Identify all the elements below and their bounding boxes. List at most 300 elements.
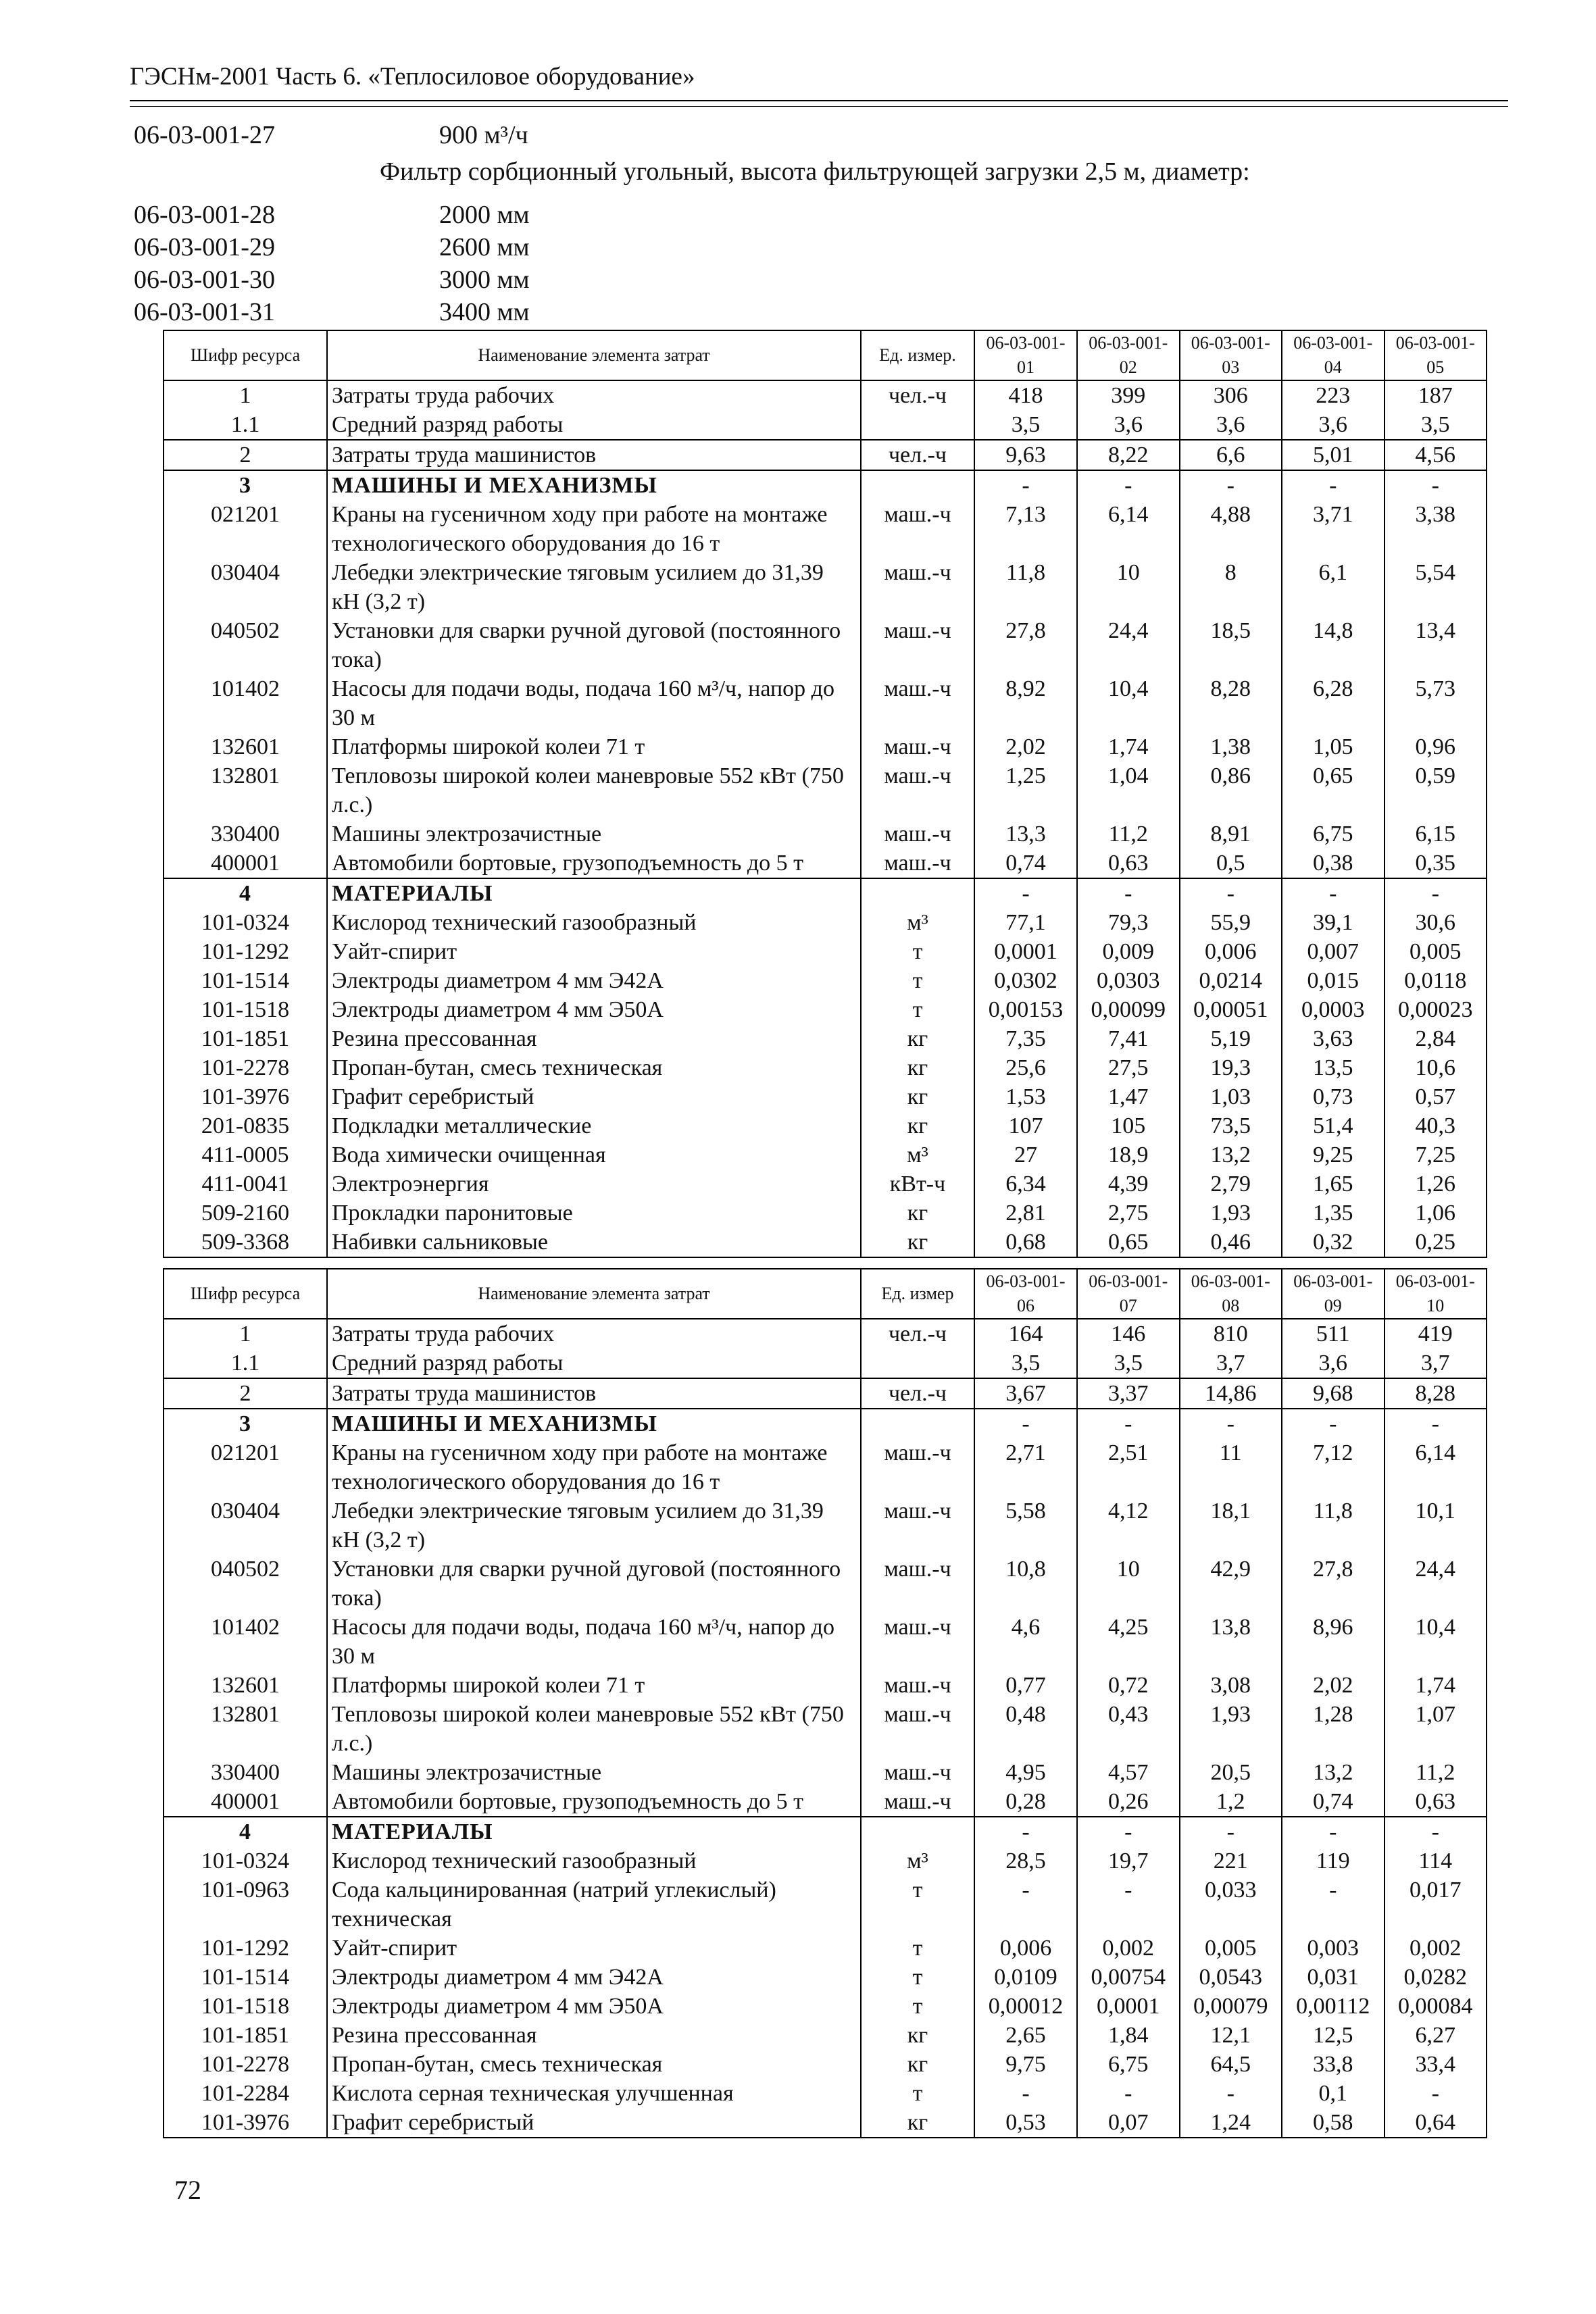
row-value: - [1077,2079,1180,2108]
row-value: 8,96 [1282,1613,1385,1671]
table-row [164,1319,1487,1349]
row-value: 6,1 [1282,558,1385,616]
row-value: 4,39 [1077,1169,1180,1199]
row-value: 2,79 [1180,1169,1282,1199]
row-value: 0,48 [974,1700,1077,1758]
row-value: - [974,1409,1077,1438]
header-column: 06-03-​001-07 [1077,1269,1180,1319]
row-value: 18,5 [1180,616,1282,674]
row-name: Уайт-спирит [327,1934,861,1963]
row-value: 0,57 [1385,1082,1487,1111]
row-code: 132801 [164,761,327,820]
row-value: 24,4 [1385,1555,1487,1613]
table-row [164,1409,1487,1438]
row-value: 0,0543 [1180,1963,1282,1992]
row-value: 0,73 [1282,1082,1385,1111]
row-value: 0,28 [974,1787,1077,1817]
row-value: 7,13 [974,500,1077,558]
row-value: 1,74 [1385,1671,1487,1700]
row-value: 8,28 [1180,674,1282,732]
row-value: 30,6 [1385,908,1487,937]
row-value: 9,68 [1282,1378,1385,1409]
row-code: 132601 [164,732,327,761]
row-value: 2,65 [974,2021,1077,2050]
row-value: 12,1 [1180,2021,1282,2050]
row-code: 201-0835 [164,1111,327,1140]
row-value: 8,91 [1180,820,1282,849]
row-value: 13,3 [974,820,1077,849]
row-value: - [1077,1876,1180,1934]
row-value: 7,25 [1385,1140,1487,1169]
row-name: Установки для сварки ручной дуговой (постоянного тока) [327,1555,861,1613]
row-code: 101-1514 [164,966,327,995]
row-value: 810 [1180,1319,1282,1349]
row-code: 132801 [164,1700,327,1758]
row-unit: маш.-ч [861,616,974,674]
row-value: 0,002 [1385,1934,1487,1963]
row-unit: т [861,1992,974,2021]
row-value: 0,59 [1385,761,1487,820]
table-row [164,937,1487,966]
table-row [164,1817,1487,1846]
row-name: Прокладки паронитовые [327,1199,861,1228]
row-value: 5,58 [974,1496,1077,1555]
row-value: 8 [1180,558,1282,616]
row-code: 411-0005 [164,1140,327,1169]
row-value: 146 [1077,1319,1180,1349]
row-name: Электроды диаметром 4 мм Э50А [327,995,861,1024]
row-value: 1,04 [1077,761,1180,820]
table-row [164,674,1487,732]
row-value: 14,86 [1180,1378,1282,1409]
row-unit: кг [861,2021,974,2050]
row-value: 221 [1180,1846,1282,1876]
row-value: 0,00051 [1180,995,1282,1024]
row-value: 0,017 [1385,1876,1487,1934]
top-code: 06-03-001-29 [134,233,275,261]
row-value: 14,8 [1282,616,1385,674]
row-value: 4,56 [1385,440,1487,470]
table-row [164,410,1487,440]
row-value: 5,73 [1385,674,1487,732]
header-column: 06-03-​001-04 [1282,330,1385,380]
row-value: 3,6 [1282,410,1385,440]
table-row [164,500,1487,558]
table-row [164,732,1487,761]
row-code: 101-0324 [164,1846,327,1876]
row-value: 0,00079 [1180,1992,1282,2021]
row-value: 2,71 [974,1438,1077,1496]
row-name: Пропан-бутан, смесь техническая [327,1053,861,1082]
row-code: 509-2160 [164,1199,327,1228]
row-value: 9,63 [974,440,1077,470]
row-value: 28,5 [974,1846,1077,1876]
row-value: - [1282,470,1385,500]
row-unit: маш.-ч [861,761,974,820]
row-name: Кислота серная техническая улучшенная [327,2079,861,2108]
row-unit: т [861,1876,974,1934]
row-name: МАШИНЫ И МЕХАНИЗМЫ [327,470,861,500]
row-code: 021201 [164,500,327,558]
row-value: 1,84 [1077,2021,1180,2050]
row-unit: маш.-ч [861,1700,974,1758]
row-value: - [1385,1409,1487,1438]
row-value: 10,6 [1385,1053,1487,1082]
row-value: 3,6 [1282,1349,1385,1378]
table-row [164,995,1487,1024]
row-value: 0,00023 [1385,995,1487,1024]
row-value: 1,74 [1077,732,1180,761]
row-unit: кВт-ч [861,1169,974,1199]
row-value: - [1077,878,1180,908]
row-code: 2 [164,440,327,470]
row-code: 101-1292 [164,1934,327,1963]
row-value: 0,00112 [1282,1992,1385,2021]
table-row [164,908,1487,937]
row-value: 0,35 [1385,849,1487,878]
row-value: 0,00012 [974,1992,1077,2021]
row-value: 10,8 [974,1555,1077,1613]
row-value: 3,71 [1282,500,1385,558]
row-value: - [1180,470,1282,500]
header-rule [130,100,1508,101]
row-unit: т [861,995,974,1024]
row-code: 101-0324 [164,908,327,937]
row-value: 51,4 [1282,1111,1385,1140]
row-value: 3,5 [974,1349,1077,1378]
row-value: 2,84 [1385,1024,1487,1053]
row-value: 77,1 [974,908,1077,937]
row-value: 0,65 [1077,1228,1180,1257]
row-value: 24,4 [1077,616,1180,674]
row-value: 3,7 [1385,1349,1487,1378]
row-unit: маш.-ч [861,1555,974,1613]
row-value: 0,005 [1180,1934,1282,1963]
row-value: 511 [1282,1319,1385,1349]
row-unit: т [861,1963,974,1992]
row-value: 0,64 [1385,2108,1487,2138]
row-value: 0,63 [1077,849,1180,878]
row-value: 399 [1077,380,1180,410]
row-value: 6,27 [1385,2021,1487,2050]
row-value: 6,6 [1180,440,1282,470]
row-value: - [1385,1817,1487,1846]
row-value: 3,6 [1077,410,1180,440]
row-name: Электроды диаметром 4 мм Э50А [327,1992,861,2021]
table-row [164,380,1487,410]
row-code: 330400 [164,820,327,849]
row-value: 9,25 [1282,1140,1385,1169]
row-value: 42,9 [1180,1555,1282,1613]
row-name: МАТЕРИАЛЫ [327,1817,861,1846]
row-unit: чел.-ч [861,1378,974,1409]
row-code: 030404 [164,558,327,616]
row-name: Набивки сальниковые [327,1228,861,1257]
row-value: 8,92 [974,674,1077,732]
top-code: 06-03-001-28 [134,201,275,229]
row-code: 509-3368 [164,1228,327,1257]
row-value: 73,5 [1180,1111,1282,1140]
row-name: МАТЕРИАЛЫ [327,878,861,908]
row-value: 1,07 [1385,1700,1487,1758]
row-unit: маш.-ч [861,1671,974,1700]
table-row [164,1876,1487,1934]
row-unit: маш.-ч [861,674,974,732]
row-name: Лебедки электрические тяговым усилием до 31,39 кН (3,2 т) [327,1496,861,1555]
row-value: 0,009 [1077,937,1180,966]
row-name: Краны на гусеничном ходу при работе на монтаже технологического оборудования до 16 т [327,1438,861,1496]
table-row [164,1613,1487,1671]
row-unit [861,470,974,500]
row-code: 040502 [164,616,327,674]
row-unit: т [861,2079,974,2108]
running-header: ГЭСНм-2001 Часть 6. «Теплосиловое оборудование» [130,63,695,91]
row-value: 27 [974,1140,1077,1169]
row-code: 1 [164,1319,327,1349]
row-value: 0,031 [1282,1963,1385,1992]
row-value: 33,8 [1282,2050,1385,2079]
row-value: - [974,878,1077,908]
row-unit: маш.-ч [861,1613,974,1671]
row-name: Кислород технический газообразный [327,908,861,937]
row-unit: маш.-ч [861,1496,974,1555]
row-value: 3,5 [974,410,1077,440]
row-unit: маш.-ч [861,849,974,878]
row-unit [861,1817,974,1846]
row-value: 0,0118 [1385,966,1487,995]
row-value: 306 [1180,380,1282,410]
row-value: 20,5 [1180,1758,1282,1787]
row-value: 2,75 [1077,1199,1180,1228]
row-code: 101-0963 [164,1876,327,1934]
row-value: 1,05 [1282,732,1385,761]
row-code: 132601 [164,1671,327,1700]
row-unit: кг [861,1082,974,1111]
table-header [164,1269,1487,1319]
header-rule-thin [130,106,1508,107]
row-unit: маш.-ч [861,820,974,849]
row-code: 1.1 [164,410,327,440]
row-value: 27,8 [1282,1555,1385,1613]
row-unit: маш.-ч [861,1758,974,1787]
resource-table-2 [163,1268,1487,2138]
row-value: 3,67 [974,1378,1077,1409]
row-value: 25,6 [974,1053,1077,1082]
row-code: 040502 [164,1555,327,1613]
row-name: Автомобили бортовые, грузоподъемность до 5 т [327,1787,861,1817]
row-value: 164 [974,1319,1077,1349]
row-code: 400001 [164,849,327,878]
row-code: 021201 [164,1438,327,1496]
row-value: 6,15 [1385,820,1487,849]
table-row [164,1555,1487,1613]
table-row [164,558,1487,616]
row-value: 0,0214 [1180,966,1282,995]
row-value: 0,26 [1077,1787,1180,1817]
row-value: 39,1 [1282,908,1385,937]
row-name: Лебедки электрические тяговым усилием до 31,39 кН (3,2 т) [327,558,861,616]
row-value: 10,1 [1385,1496,1487,1555]
row-value: - [1282,1876,1385,1934]
row-value: 7,41 [1077,1024,1180,1053]
row-value: 3,7 [1180,1349,1282,1378]
row-name: Установки для сварки ручной дуговой (постоянного тока) [327,616,861,674]
row-code: 3 [164,470,327,500]
row-name: Автомобили бортовые, грузоподъемность до 5 т [327,849,861,878]
header-column: 06-03-​001-09 [1282,1269,1385,1319]
row-value: - [974,1876,1077,1934]
header-column: 06-03-​001-01 [974,330,1077,380]
table-row [164,849,1487,878]
row-value: 1,53 [974,1082,1077,1111]
row-value: 1,38 [1180,732,1282,761]
row-value: - [1180,1409,1282,1438]
row-name: Подкладки металлические [327,1111,861,1140]
row-value: - [1180,878,1282,908]
row-value: 0,46 [1180,1228,1282,1257]
row-value: 0,74 [974,849,1077,878]
row-value: 0,53 [974,2108,1077,2138]
header-unit: Ед. измер. [861,330,974,380]
header-column: 06-03-​001-06 [974,1269,1077,1319]
row-value: 1,35 [1282,1199,1385,1228]
row-code: 101402 [164,674,327,732]
row-value: 2,81 [974,1199,1077,1228]
header-column: 06-03-​001-05 [1385,330,1487,380]
row-value: 5,19 [1180,1024,1282,1053]
row-value: 0,0303 [1077,966,1180,995]
row-value: - [1282,1409,1385,1438]
row-code: 101-1514 [164,1963,327,1992]
row-value: 1,25 [974,761,1077,820]
row-value: 1,93 [1180,1700,1282,1758]
row-value: 0,0109 [974,1963,1077,1992]
row-value: 0,72 [1077,1671,1180,1700]
header-name: Наименование элемента затрат [327,330,861,380]
row-value: 0,00153 [974,995,1077,1024]
row-name: Резина прессованная [327,1024,861,1053]
row-value: 0,96 [1385,732,1487,761]
row-value: - [974,470,1077,500]
row-value: 5,54 [1385,558,1487,616]
row-value: 33,4 [1385,2050,1487,2079]
row-name: Тепловозы широкой колеи маневровые 552 кВт (750 л.с.) [327,1700,861,1758]
row-value: 0,033 [1180,1876,1282,1934]
row-value: 6,75 [1282,820,1385,849]
page-number: 72 [174,2175,201,2205]
row-code: 101-1851 [164,2021,327,2050]
header-name: Наименование элемента затрат [327,1269,861,1319]
table-row [164,2108,1487,2138]
row-value: 40,3 [1385,1111,1487,1140]
row-code: 101-1518 [164,1992,327,2021]
row-value: 0,0003 [1282,995,1385,1024]
row-code: 1.1 [164,1349,327,1378]
row-value: 0,58 [1282,2108,1385,2138]
row-value: 3,08 [1180,1671,1282,1700]
table-header [164,330,1487,380]
row-name: Уайт-спирит [327,937,861,966]
row-code: 101-1518 [164,995,327,1024]
row-value: 0,00084 [1385,1992,1487,2021]
row-value: 13,4 [1385,616,1487,674]
row-unit [861,410,974,440]
row-value: 3,37 [1077,1378,1180,1409]
row-value: 0,43 [1077,1700,1180,1758]
row-value: 0,0282 [1385,1963,1487,1992]
row-value: 2,02 [974,732,1077,761]
row-code: 1 [164,380,327,410]
row-name: Машины электрозачистные [327,820,861,849]
table-row [164,1349,1487,1378]
row-unit: кг [861,1228,974,1257]
row-value: 5,01 [1282,440,1385,470]
row-value: 3,5 [1385,410,1487,440]
row-code: 101-3976 [164,1082,327,1111]
table-row [164,1700,1487,1758]
row-value: 6,14 [1385,1438,1487,1496]
row-value: 4,6 [974,1613,1077,1671]
row-unit: чел.-ч [861,380,974,410]
row-value: 1,26 [1385,1169,1487,1199]
row-value: 18,1 [1180,1496,1282,1555]
row-value: 1,47 [1077,1082,1180,1111]
top-value: 2000 мм [439,201,530,229]
row-value: - [1077,1817,1180,1846]
row-code: 4 [164,1817,327,1846]
row-value: 0,77 [974,1671,1077,1700]
header-column: 06-03-​001-02 [1077,330,1180,380]
row-value: - [1077,470,1180,500]
row-value: 0,00754 [1077,1963,1180,1992]
row-value: 6,34 [974,1169,1077,1199]
table-row [164,1963,1487,1992]
header-column: 06-03-​001-08 [1180,1269,1282,1319]
row-unit: м³ [861,1846,974,1876]
row-unit: т [861,1934,974,1963]
row-value: 10,4 [1077,674,1180,732]
header-code: Шифр ресурса [164,1269,327,1319]
row-value: 6,75 [1077,2050,1180,2079]
row-value: 105 [1077,1111,1180,1140]
row-value: 1,93 [1180,1199,1282,1228]
row-name: Вода химически очищенная [327,1140,861,1169]
table-row [164,1378,1487,1409]
row-unit: м³ [861,908,974,937]
row-value: - [1282,1817,1385,1846]
row-unit: чел.-ч [861,440,974,470]
row-value: 0,38 [1282,849,1385,878]
row-value: 13,5 [1282,1053,1385,1082]
row-unit: кг [861,1199,974,1228]
row-value: 13,2 [1180,1140,1282,1169]
table-row [164,1671,1487,1700]
row-name: Средний разряд работы [327,1349,861,1378]
row-name: Тепловозы широкой колеи маневровые 552 кВт (750 л.с.) [327,761,861,820]
row-value: 3,5 [1077,1349,1180,1378]
row-value: - [1077,1409,1180,1438]
row-code: 101402 [164,1613,327,1671]
row-value: 11,2 [1077,820,1180,849]
row-name: Платформы широкой колеи 71 т [327,732,861,761]
row-value: 11,8 [974,558,1077,616]
top-code: 06-03-001-30 [134,266,275,294]
row-value: 3,38 [1385,500,1487,558]
table-row [164,1846,1487,1876]
row-value: 6,14 [1077,500,1180,558]
row-value: - [974,1817,1077,1846]
row-code: 400001 [164,1787,327,1817]
